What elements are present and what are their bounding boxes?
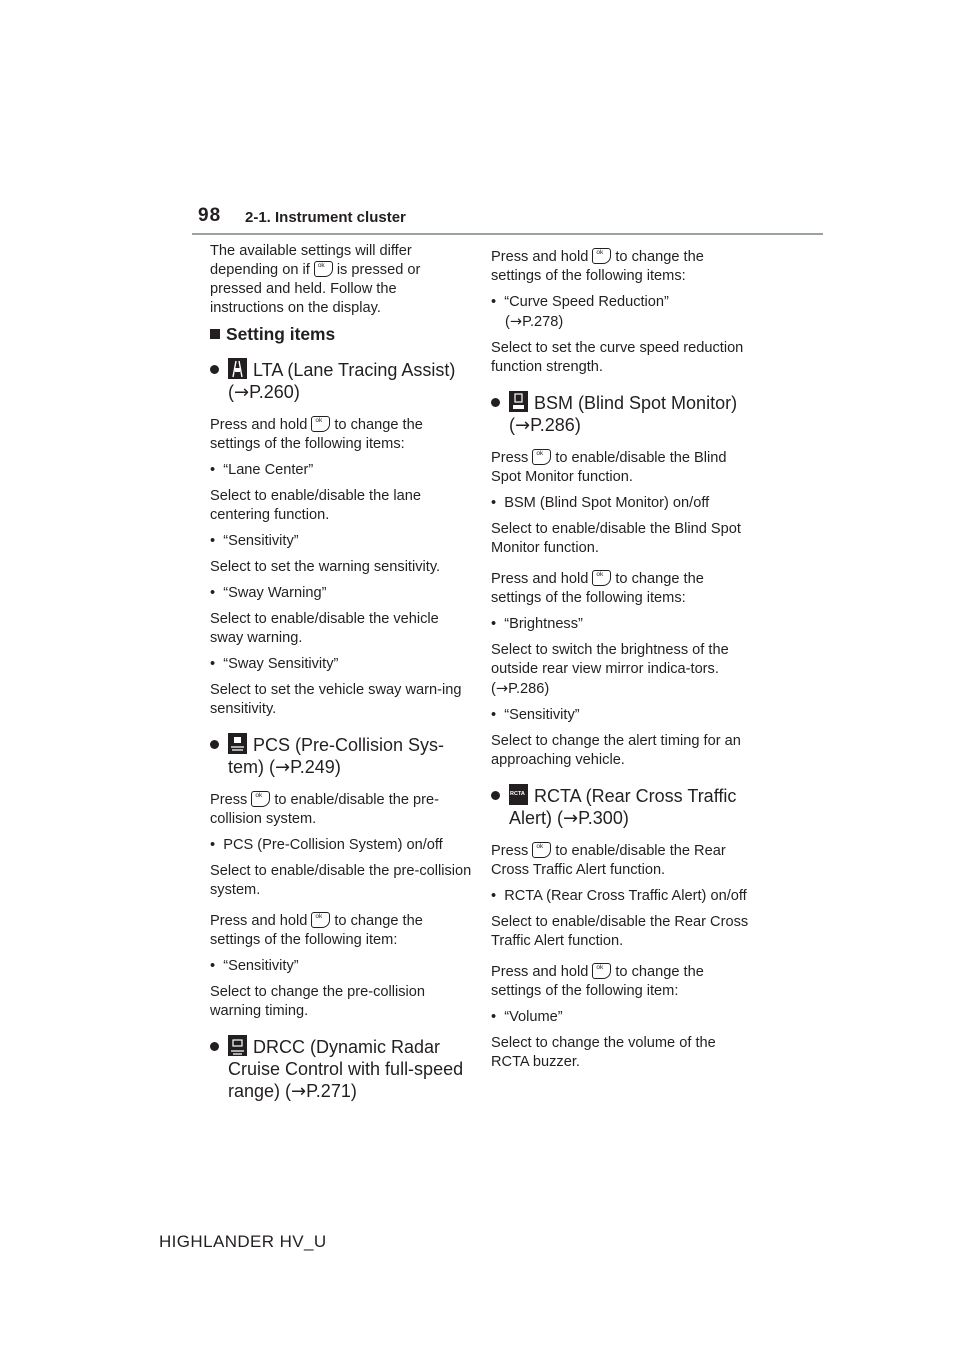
- drcc-title: DRCC (Dynamic Radar Cruise Control with full-speed range): [228, 1037, 464, 1101]
- item-name: “Brightness”: [504, 616, 583, 632]
- drcc-page-ref: P.271: [306, 1081, 351, 1101]
- section-title: 2-1. Instrument cluster: [245, 209, 406, 226]
- ok-button-icon: [592, 570, 611, 586]
- lta-item-desc: Select to set the warning sensitivity.: [210, 559, 441, 575]
- item-name: “Curve Speed Reduction”: [504, 294, 669, 310]
- rcta-title: RCTA (Rear Cross Traffic Alert): [509, 786, 737, 828]
- bsm-onoff-desc: Select to enable/disable the Blind Spot Monitor function.: [491, 521, 741, 556]
- lta-item-desc: Select to enable/disable the vehicle sway warning.: [210, 611, 439, 646]
- pcs-onoff-desc: Select to enable/disable the pre-collision system.: [210, 863, 472, 898]
- pcs-page-ref: P.249: [290, 757, 335, 777]
- bsm-hold-start: Press and hold: [491, 571, 589, 587]
- lta-heading: LTA (Lane Tracing Assist) (→P.260): [210, 358, 472, 404]
- rcta-icon: [509, 784, 528, 805]
- item-name: “Sway Warning”: [223, 585, 327, 601]
- item-name: PCS (Pre-Collision System) on/off: [223, 837, 443, 853]
- bsm-hold-paragraph: [491, 570, 753, 608]
- rcta-hold-end: to change the settings of the following item:: [491, 964, 704, 999]
- lta-title: LTA (Lane Tracing Assist): [253, 360, 456, 380]
- bsm-sensitivity-item: • “Sensitivity”: [491, 707, 580, 723]
- curve-speed-item: • “Curve Speed Reduction” (→P.278): [491, 294, 669, 330]
- bsm-onoff-item: • BSM (Blind Spot Monitor) on/off: [491, 495, 710, 511]
- item-name: “Sensitivity”: [223, 533, 299, 549]
- bsm-press-end: to enable/disable the Blind Spot Monitor function.: [491, 450, 727, 485]
- item-name: “Sensitivity”: [223, 958, 299, 974]
- curve-speed-desc: Select to set the curve speed reduction function strength.: [491, 340, 744, 375]
- setting-items-heading: [210, 325, 472, 344]
- lta-item-lane-center: • “Lane Center”: [210, 462, 314, 478]
- footer-model-name: HIGHLANDER HV_U: [159, 1232, 327, 1251]
- rcta-hold-paragraph: [491, 963, 753, 1001]
- header-divider: [192, 233, 823, 235]
- intro-paragraph: [210, 242, 472, 318]
- right-column: [491, 248, 753, 1079]
- ok-button-icon: [251, 791, 270, 807]
- pcs-sensitivity-desc: Select to change the pre-collision warning timing.: [210, 984, 425, 1019]
- bullet-dot-icon: [210, 365, 219, 374]
- lta-page-ref: P.260: [249, 382, 294, 402]
- brightness-desc-text: Select to switch the brightness of the outside rear view mirror indica-tors.: [491, 642, 729, 677]
- bsm-title: BSM (Blind Spot Monitor): [534, 393, 738, 413]
- square-bullet-icon: [210, 329, 220, 339]
- pcs-sensitivity-item: • “Sensitivity”: [210, 958, 299, 974]
- pcs-heading: PCS (Pre-Collision Sys-tem) (→P.249): [210, 733, 472, 779]
- setting-items-label: Setting items: [226, 324, 336, 344]
- ok-button-icon: [532, 842, 551, 858]
- item-name: BSM (Blind Spot Monitor) on/off: [504, 495, 710, 511]
- curve-hold-paragraph: [491, 248, 753, 286]
- rcta-hold-start: Press and hold: [491, 964, 589, 980]
- rcta-heading: RCTA RCTA (Rear Cross Traffic Alert) (→P.300): [491, 784, 753, 830]
- lta-hold-paragraph: [210, 416, 472, 454]
- pcs-press-end: to enable/disable the pre-collision system.: [210, 792, 440, 827]
- brightness-page-ref: P.286: [508, 681, 545, 697]
- bsm-brightness-desc: Select to switch the brightness of the outside rear view mirror indica-tors. (→P.286): [491, 642, 729, 697]
- page-number: 98: [198, 205, 222, 226]
- pcs-title: PCS (Pre-Collision Sys-tem): [228, 735, 445, 777]
- lta-item-sway-warning: • “Sway Warning”: [210, 585, 327, 601]
- bullet-dot-icon: [210, 740, 219, 749]
- pcs-hold-end: to change the settings of the following item:: [210, 913, 423, 948]
- lta-hold-text-start: Press and hold: [210, 417, 308, 433]
- ok-button-icon: [532, 449, 551, 465]
- rcta-page-ref: P.300: [578, 808, 623, 828]
- lta-item-desc: Select to set the vehicle sway warn-ing sensitivity.: [210, 682, 462, 717]
- bullet-dot-icon: [491, 398, 500, 407]
- lta-item-sway-sensitivity: • “Sway Sensitivity”: [210, 656, 339, 672]
- lta-item-sensitivity: • “Sensitivity”: [210, 533, 299, 549]
- ok-button-icon: [592, 248, 611, 264]
- drcc-icon: [228, 1035, 247, 1056]
- rcta-onoff-desc: Select to enable/disable the Rear Cross Traffic Alert function.: [491, 914, 749, 949]
- ok-button-icon: [592, 963, 611, 979]
- bsm-brightness-item: • “Brightness”: [491, 616, 583, 632]
- rcta-onoff-item: • RCTA (Rear Cross Traffic Alert) on/off: [491, 888, 747, 904]
- bsm-hold-end: to change the settings of the following items:: [491, 571, 704, 606]
- curve-hold-start: Press and hold: [491, 249, 589, 265]
- pcs-press-paragraph: [210, 791, 472, 829]
- rcta-volume-desc: Select to change the volume of the RCTA buzzer.: [491, 1035, 716, 1070]
- item-name: “Volume”: [504, 1009, 563, 1025]
- intro-text-start: The available settings will differ depending on if: [210, 243, 412, 278]
- bsm-page-ref: P.286: [530, 415, 575, 435]
- ok-button-icon: [311, 416, 330, 432]
- pcs-icon: [228, 733, 247, 754]
- pcs-hold-start: Press and hold: [210, 913, 308, 929]
- curve-hold-end: to change the settings of the following items:: [491, 249, 704, 284]
- drcc-heading: DRCC (Dynamic Radar Cruise Control with full-speed range) (→P.271): [210, 1035, 472, 1103]
- lta-hold-text-end: to change the settings of the following items:: [210, 417, 423, 452]
- item-name: “Lane Center”: [223, 462, 314, 478]
- rcta-press-start: Press: [491, 843, 529, 859]
- item-name: “Sway Sensitivity”: [223, 656, 339, 672]
- lta-item-desc: Select to enable/disable the lane centering function.: [210, 488, 421, 523]
- bullet-dot-icon: [491, 791, 500, 800]
- pcs-press-start: Press: [210, 792, 248, 808]
- rcta-press-end: to enable/disable the Rear Cross Traffic Alert function.: [491, 843, 726, 878]
- rcta-volume-item: • “Volume”: [491, 1009, 563, 1025]
- pcs-hold-paragraph: [210, 912, 472, 950]
- bsm-icon: [509, 391, 528, 412]
- item-name: RCTA (Rear Cross Traffic Alert) on/off: [504, 888, 747, 904]
- curve-page-ref: P.278: [522, 314, 559, 330]
- bsm-sensitivity-desc: Select to change the alert timing for an approaching vehicle.: [491, 733, 741, 768]
- rcta-icon-text: RCTA: [510, 791, 525, 797]
- intro-text-end: is pressed or pressed and held. Follow the instructions on the display.: [210, 262, 421, 316]
- left-column: [210, 242, 472, 1115]
- bsm-press-start: Press: [491, 450, 529, 466]
- bullet-dot-icon: [210, 1042, 219, 1051]
- bsm-heading: BSM (Blind Spot Monitor) (→P.286): [491, 391, 753, 437]
- bsm-press-paragraph: [491, 449, 753, 487]
- lta-icon: [228, 358, 247, 379]
- pcs-onoff-item: • PCS (Pre-Collision System) on/off: [210, 837, 443, 853]
- item-name: “Sensitivity”: [504, 707, 580, 723]
- rcta-press-paragraph: [491, 842, 753, 880]
- ok-button-icon: [314, 261, 333, 277]
- ok-button-icon: [311, 912, 330, 928]
